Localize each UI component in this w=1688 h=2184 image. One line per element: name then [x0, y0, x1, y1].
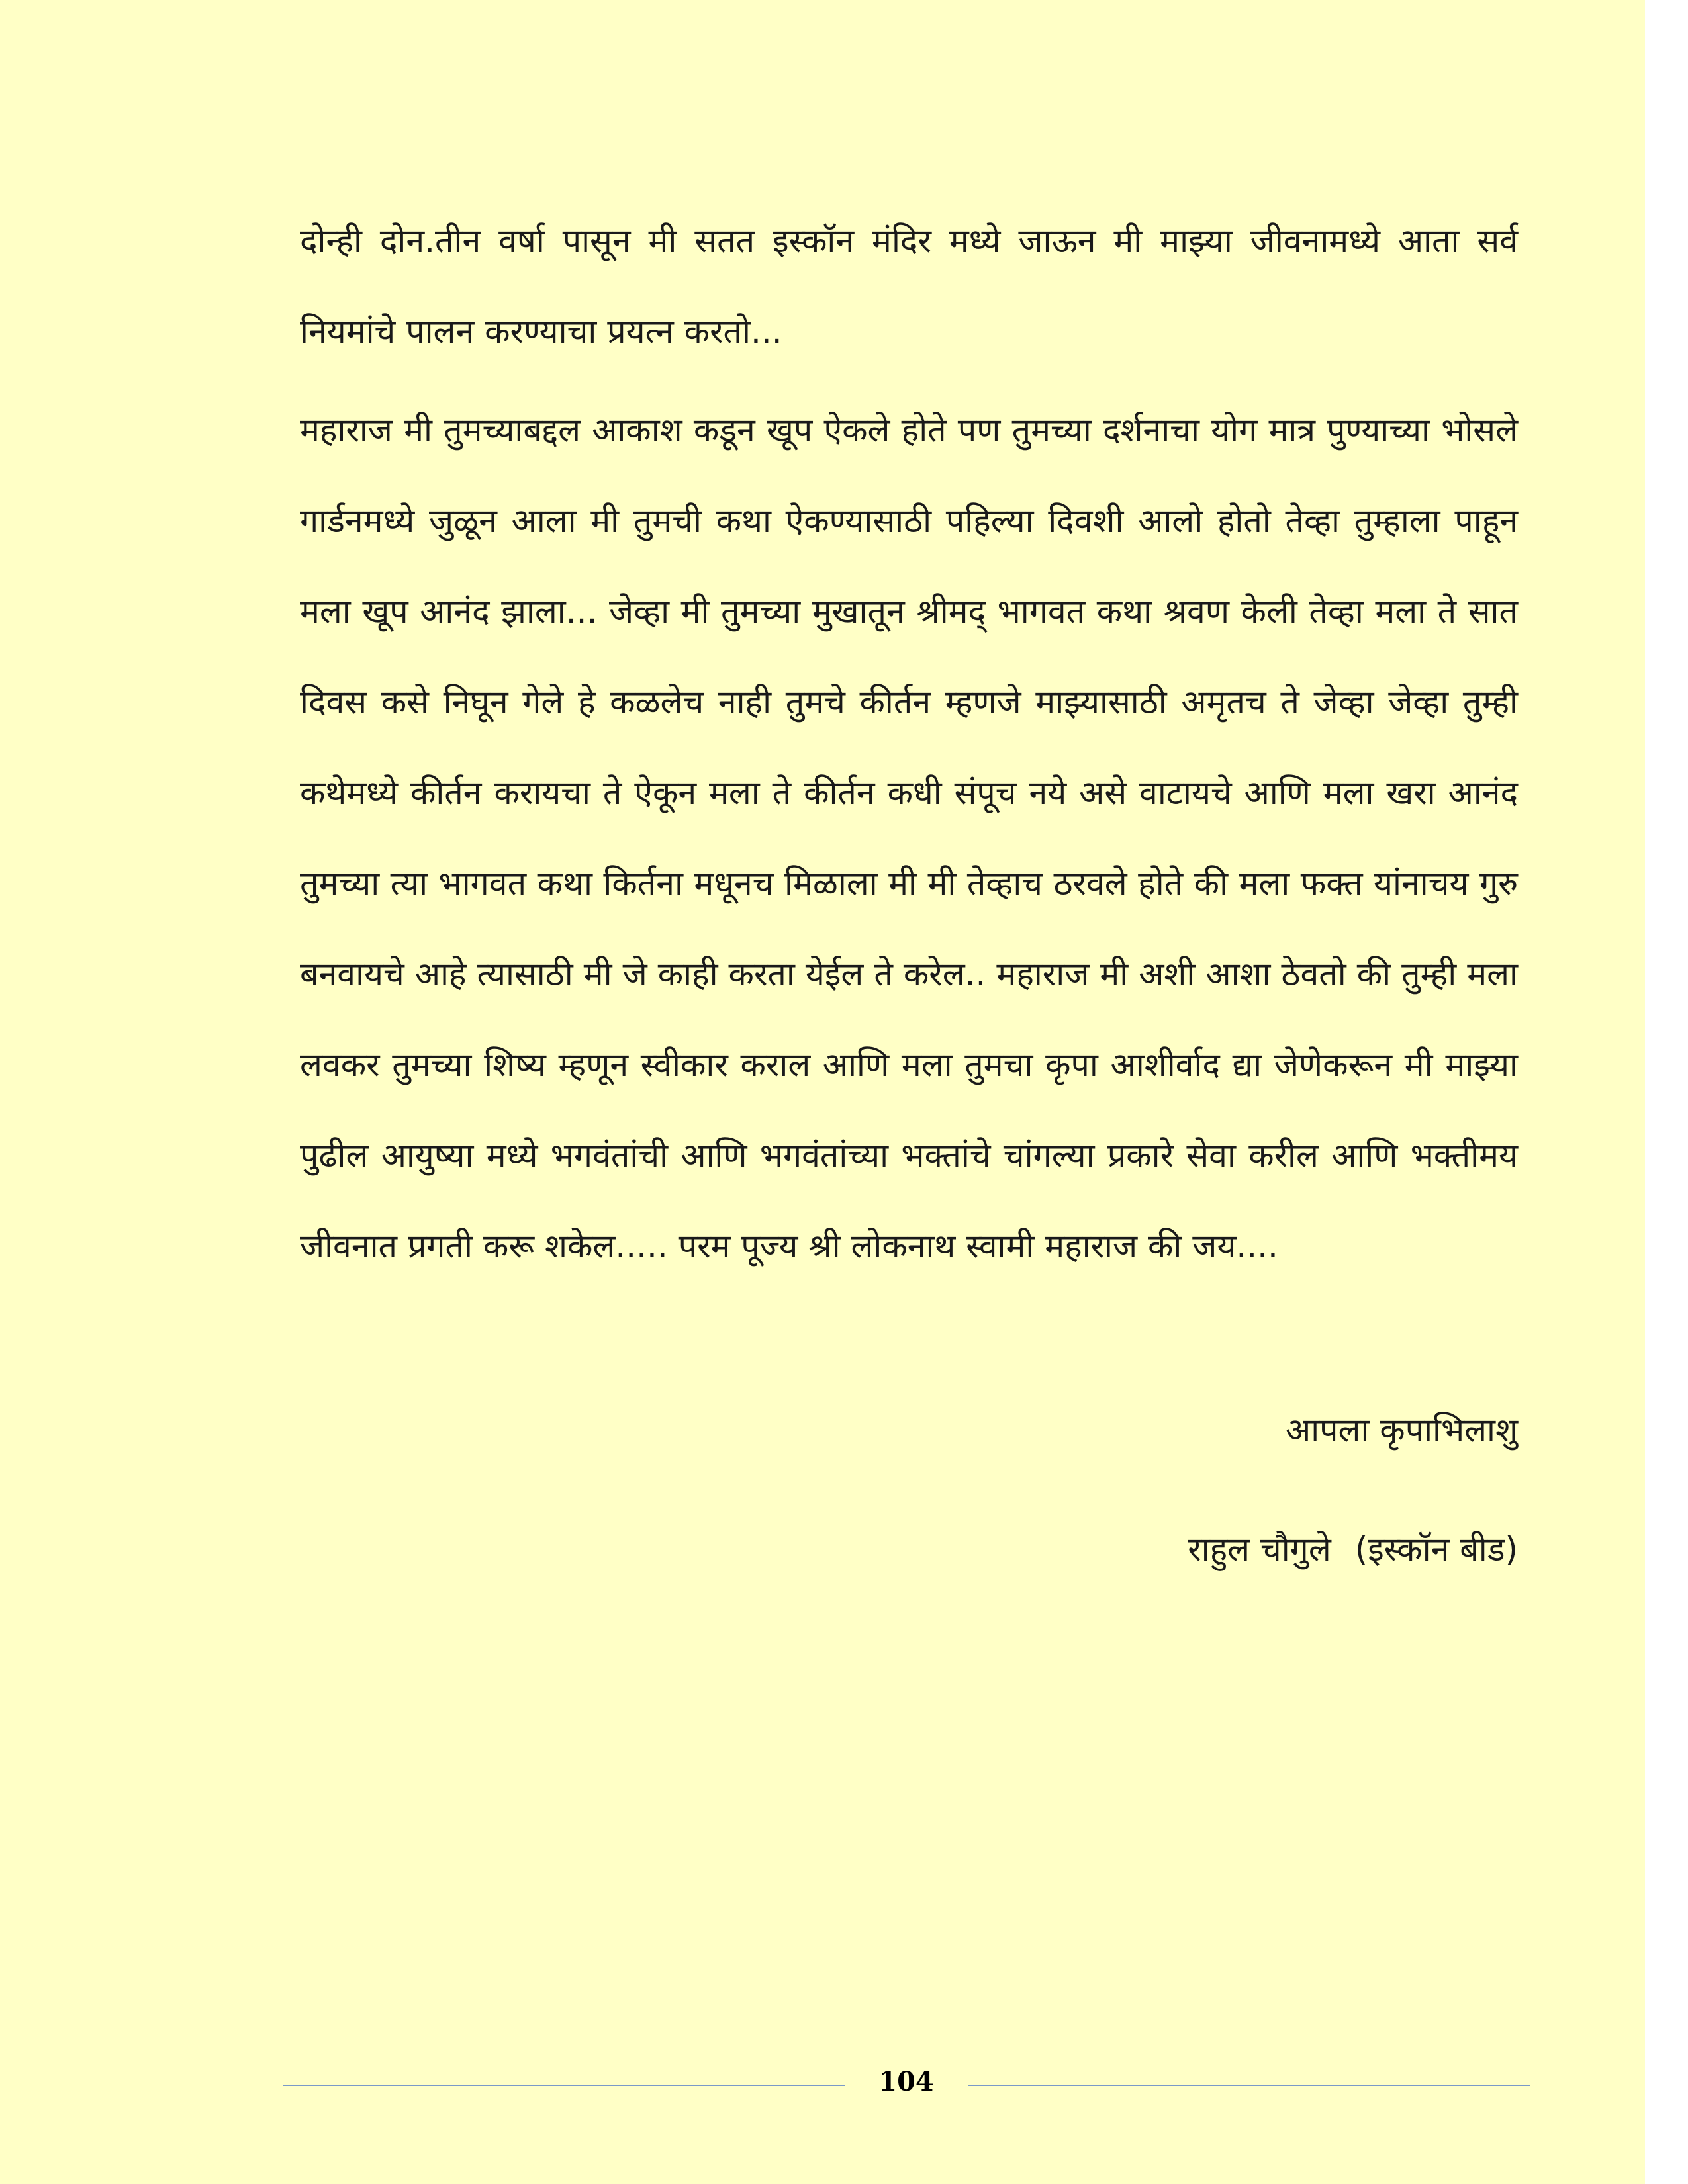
- signature-line: [1188, 1525, 1518, 1570]
- page-number: 104: [878, 2066, 934, 2097]
- letter-body: [300, 196, 1518, 1292]
- signature-name: राहुल चौगुले: [1188, 1530, 1331, 1569]
- signature-closing: आपला कृपाभिलाशु: [1286, 1411, 1518, 1449]
- paragraph-2: महाराज मी तुमच्याबद्दल आकाश कडून खूप ऐकले होते पण तुमच्या दर्शनाचा योग मात्र पुण्याच्या भोसले गार्डनमध्ये जुळून आला मी तुमची कथा ऐकण्यासाठी पहिल्या दिवशी आलो होतो तेव्हा तुम्हाला पाहून मला खूप आनंद झाला... जेव्हा मी तुमच्या मुखातून श्रीमद् भागवत कथा श्रवण केली तेव्हा मला ते सात दिवस कसे निघून गेले हे कळलेच नाही तुमचे कीर्तन म्हणजे माझ्यासाठी अमृतच ते जेव्हा जेव्हा तुम्ही कथेमध्ये कीर्तन करायचा ते ऐकून मला ते कीर्तन कधी संपूच नये असे वाटायचे आणि मला खरा आनंद तुमच्या त्या भागवत कथा किर्तना मधूनच मिळाला मी मी तेव्हाच ठरवले होते की मला फक्त यांनाचय गुरु बनवायचे आहे त्यासाठी मी जे काही करता येईल ते करेल.. महाराज मी अशी आशा ठेवतो की तुम्ही मला लवकर तुमच्या शिष्य म्हणून स्वीकार कराल आणि मला तुमचा कृपा आशीर्वाद द्या जेणेकरून मी माझ्या पुढील आयुष्या मध्ये भगवंतांची आणि भगवंतांच्या भक्तांचे चांगल्या प्रकारे सेवा करील आणि भक्तीमय जीवनात प्रगती करू शकेल..... परम पूज्य श्री लोकनाथ स्वामी महाराज की जय....: [300, 411, 1518, 1265]
- footer-rule-left: [283, 2085, 845, 2086]
- footer-rule-right: [968, 2085, 1530, 2086]
- signature-affiliation: (इस्कॉन बीड): [1354, 1530, 1518, 1569]
- paragraph-1: दोन्ही दोन.तीन वर्षा पासून मी सतत इस्कॉन मंदिर मध्ये जाऊन मी माझ्या जीवनामध्ये आता सर्व नियमांचे पालन करण्याचा प्रयत्न करतो...: [300, 222, 1518, 351]
